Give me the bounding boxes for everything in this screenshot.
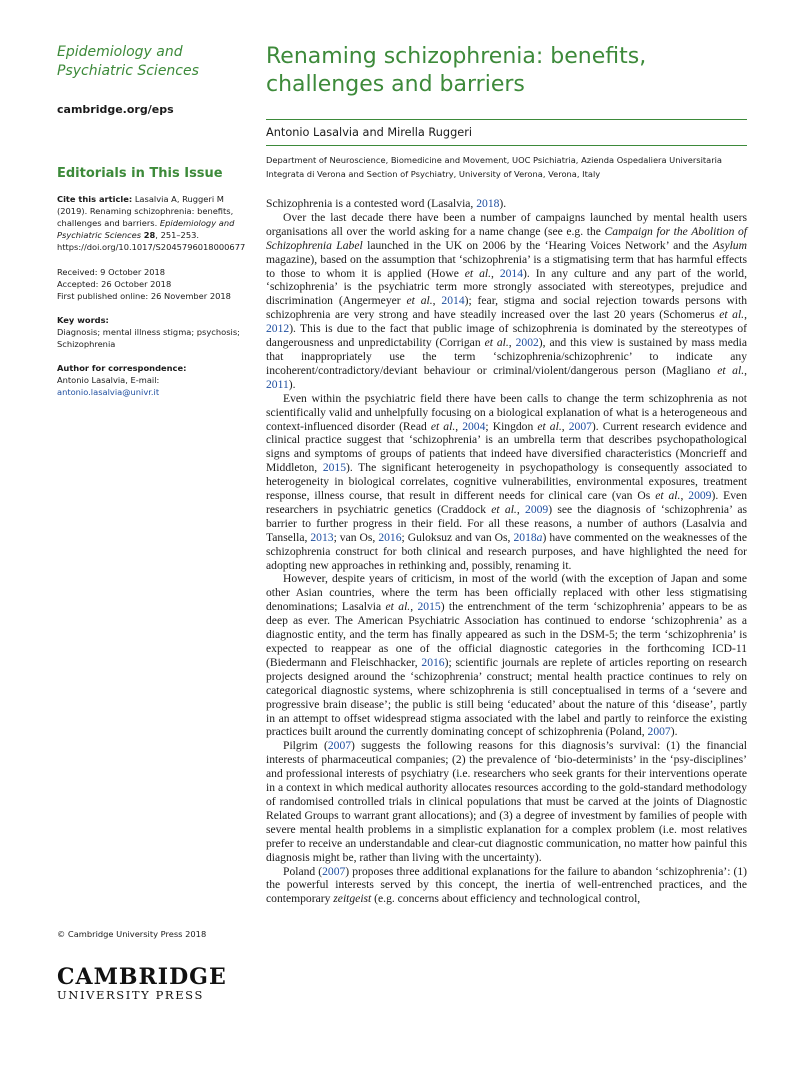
italic-text: et al.	[430, 419, 456, 433]
reference-link[interactable]: 2009	[688, 489, 712, 503]
correspondence-name: Antonio Lasalvia, E-mail:	[57, 375, 160, 385]
italic-text: Asylum	[712, 238, 747, 252]
body-paragraph	[266, 572, 747, 739]
text-run: ) the entrenchment of the term ‘schizophrenia’ appears to be as deep as ever. The American Psychiatric Association has continued to endorse ‘schizophrenia’ as a diagnostic entity, and the term has finally appeared as such in the DSM-5; the term ‘schizophrenia’ is expected to reappear as one of the official diagnostic categories in the forthcoming ICD-11 (Biedermann and Fleischhacker,	[266, 600, 747, 669]
reference-link[interactable]: 2002	[515, 336, 539, 350]
text-run: ) see the diagnosis of ‘schizophrenia’ as barrier to further progress in their field. For all these reasons, a number of authors (Lasalvia and Tansella,	[266, 502, 748, 544]
text-run: ). The significant heterogeneity in psychopathology is consequently associated to heterogeneity in biological correlates, cognitive vulnerabilities, environmental exposures, treatment response, illness course, that result in different needs for clinical care (van Os	[266, 461, 747, 503]
text-run: ,	[491, 266, 500, 280]
title-divider	[266, 119, 747, 120]
text-run: ). Current research evidence and clinical practice suggest that ‘schizophrenia’ is an umbrella term that describes psychopathological signs and symptoms of groups of patients that indeed have diversified characteristics (Moncrieff and Middleton,	[266, 419, 747, 475]
italic-text: et al.	[385, 600, 411, 614]
text-run: ) have commented on the weaknesses of the schizophrenia construct for both clinical and research purposes, and have highlighted the need for adopting new approaches in rethinking and, possibly, renaming it.	[266, 530, 747, 572]
author-affiliation: Department of Neuroscience, Biomedicine and Movement, UOC Psichiatria, Azienda Ospedaliera Universitaria Integrata di Verona and Section of Psychiatry, University of Verona, Verona, Italy	[266, 155, 723, 179]
reference-link[interactable]: 2009	[525, 502, 549, 516]
reference-link[interactable]: 2013	[310, 530, 334, 544]
italic-text: zeitgeist	[333, 892, 372, 906]
text-run: Pilgrim (	[283, 739, 328, 753]
reference-link[interactable]: 2012	[266, 322, 290, 336]
body-paragraph	[266, 865, 747, 907]
reference-link[interactable]: 2007	[647, 725, 671, 739]
text-run: launched in the UK on 2006 by the ‘Hearing Voices Network’ and the	[362, 238, 713, 252]
italic-text: et al.	[537, 419, 562, 433]
section-label: Editorials in This Issue	[57, 166, 223, 181]
reference-link[interactable]: 2014	[499, 266, 524, 280]
text-run: ,	[516, 502, 526, 516]
body-paragraph	[266, 197, 747, 211]
text-run: ,	[432, 294, 442, 308]
reference-link[interactable]: 2016	[421, 655, 445, 669]
text-run: ,	[744, 308, 747, 322]
dates-block	[57, 266, 252, 302]
reference-link[interactable]: 2011	[266, 377, 289, 391]
cite-pages-doi[interactable]: , 251–253. https://doi.org/10.1017/S2045796018000677	[57, 230, 246, 252]
text-run: ,	[410, 600, 418, 614]
cite-text: Lasalvia A, Ruggeri M (2019). Renaming schizophrenia: benefits, challenges and barriers.	[57, 194, 234, 228]
article-title: Renaming schizophrenia: benefits, challenges and barriers	[266, 44, 647, 97]
keywords-text: Diagnosis; mental illness stigma; psychosis; Schizophrenia	[57, 327, 240, 349]
italic-text: et al.	[655, 489, 681, 503]
reference-link[interactable]: 2016	[378, 530, 402, 544]
text-run: ,	[680, 489, 689, 503]
article-body	[266, 197, 747, 906]
italic-text: Campaign for the Abolition of Schizophrenia Label	[266, 224, 748, 252]
text-run: Poland (	[283, 864, 323, 878]
text-run: (e.g. concerns about efficiency and technological control,	[371, 892, 641, 906]
text-run: Over the last decade there have been a number of campaigns launched by mental health users organisations all over the world asking for a name change (see e.g. the	[266, 210, 747, 238]
reference-link[interactable]: 2007	[322, 864, 346, 878]
reference-link[interactable]: 2018	[476, 197, 500, 210]
italic-text: et al.	[491, 502, 517, 516]
copyright-notice: © Cambridge University Press 2018	[57, 929, 207, 939]
text-run: Even within the psychiatric field there have been calls to change the term schizophrenia as not scientifically valid and unhelpfully focusing on a biological explanation of what is a heterogeneous and context-influenced disorder (Read	[266, 391, 747, 433]
publisher-logo-line2: UNIVERSITY PRESS	[57, 988, 204, 1002]
text-run: ); scientific journals are replete of articles reporting on research projects designed around the ‘schizophrenia’ construct; mental health practice continues to rely on categorical diagnostic systems, where schizophrenia is still conceptualised in terms of a ‘severe and progressive brain disease’; the public is still being ‘educated’ about the nature of this ‘disease’, partly in an attempt to offset widespread stigma associated with the label and partly to reinforce the existing practices built around the currently dominating concept of schizophrenia (Poland,	[266, 655, 747, 739]
cite-label: Cite this article:	[57, 194, 133, 204]
reference-link[interactable]: 2014	[441, 294, 465, 308]
text-run: ) proposes three additional explanations for the failure to abandon ‘schizophrenia’: (1) the powerful interests served by this concept, the inertia of well-entrenched practices, and the contemporary	[266, 864, 747, 906]
accepted-date: Accepted: 26 October 2018	[57, 279, 172, 289]
reference-link[interactable]: 2004	[462, 419, 486, 433]
text-run: ,	[455, 419, 463, 433]
correspondence-email-link[interactable]: antonio.lasalvia@univr.it	[57, 387, 160, 397]
body-paragraph	[266, 211, 747, 392]
text-run: ).	[499, 197, 507, 210]
reference-link[interactable]: 2007	[327, 739, 352, 753]
text-run: ,	[744, 363, 747, 377]
citation-block	[57, 193, 252, 253]
journal-site-link[interactable]: cambridge.org/eps	[57, 103, 174, 116]
sidebar	[57, 43, 252, 398]
reference-link[interactable]: 2018	[513, 530, 537, 544]
keywords-label: Key words:	[57, 315, 109, 325]
text-run: ). In any culture and any part of the world, ‘schizophrenia’ is the psychiatric term more strongly associated with stereotypes, prejudice and discrimination (Angermeyer	[266, 266, 747, 308]
cite-volume: 28	[143, 230, 156, 240]
reference-link[interactable]: a	[536, 530, 543, 544]
text-run: ).	[670, 725, 678, 739]
received-date: Received: 9 October 2018	[57, 267, 166, 277]
italic-text: et al.	[484, 336, 509, 350]
publisher-logo	[57, 965, 227, 1002]
article-main	[266, 43, 747, 906]
italic-text: et al.	[719, 308, 745, 322]
text-run: ). Even researchers in psychiatric genetics (Craddock	[266, 489, 747, 516]
text-run: ), and this view is sustained by mass media that inappropriately use the term ‘schizophrenia/schizophrenic’ to indicate any incoherent/contradictory/deviant behaviour or criminal/violent/dangerous person (Magliano	[266, 336, 748, 377]
authors-divider	[266, 145, 747, 146]
text-run: ).	[288, 377, 296, 391]
italic-text: et al.	[717, 363, 745, 377]
text-run: ; van Os,	[333, 530, 379, 544]
text-run: ; Guloksuz and van Os,	[401, 530, 514, 544]
body-paragraph	[266, 392, 747, 573]
keywords-block	[57, 314, 252, 350]
cite-journal: Epidemiology and Psychiatric Sciences	[57, 218, 235, 240]
reference-link[interactable]: 2015	[322, 461, 347, 475]
reference-link[interactable]: 2015	[417, 600, 441, 614]
italic-text: et al.	[464, 266, 491, 280]
text-run: magazine), based on the assumption that ‘schizophrenia’ is a stigmatising term that has harmful effects to those to whom it is applied (Howe	[266, 252, 747, 280]
correspondence-label: Author for correspondence:	[57, 363, 187, 373]
journal-name: Epidemiology and Psychiatric Sciences	[57, 44, 199, 79]
text-run: ). This is due to the fact that public image of schizophrenia is dominated by the stereotypes of dangerousness and unpredictability (Corrigan	[266, 322, 747, 350]
published-date: First published online: 26 November 2018	[57, 291, 231, 301]
reference-link[interactable]: 2007	[568, 419, 592, 433]
publisher-logo-line1: CAMBRIDGE	[57, 964, 227, 990]
text-run: ) suggests the following reasons for this diagnosis’s survival: (1) the financial interests of pharmaceutical companies; (2) the prevalence of ‘bio-determinists’ in the ‘psy-disciplines’ and professional interests of psychiatry (i.e. researchers who seek grants for their interventions operate in a context in which medical authority allocates resources according to the gold-standard methodology of randomised controlled trials in clinical populations that must be carved at the joints of Diagnostic Related Groups to warrant grant allocations); and (3) a degree of investment by families of people with severe mental health problems in a simplistic explanation for a complex problem (i.e. most relatives prefer to receive an understandable and clear-cut diagnostic communication, no matter how painful this diagnosis might be, rather than living with the uncertainty).	[266, 739, 748, 864]
text-run: ; Kingdon	[485, 419, 538, 433]
text-run: ,	[561, 419, 569, 433]
correspondence-block	[57, 362, 252, 398]
text-run: However, despite years of criticism, in most of the world (with the exception of Japan and some other Asian countries, where the term has been officially replaced with other less stigmatising denominations; Lasalvia	[266, 572, 747, 614]
text-run: Schizophrenia is a contested word (Lasalvia,	[266, 197, 477, 210]
text-run: ,	[508, 336, 516, 350]
text-run: ); fear, stigma and social rejection towards persons with schizophrenia are very strong and have steadily increased over the last 20 years (Schomerus	[266, 294, 748, 322]
body-paragraph	[266, 739, 747, 864]
italic-text: et al.	[406, 294, 433, 308]
article-authors: Antonio Lasalvia and Mirella Ruggeri	[266, 126, 472, 139]
